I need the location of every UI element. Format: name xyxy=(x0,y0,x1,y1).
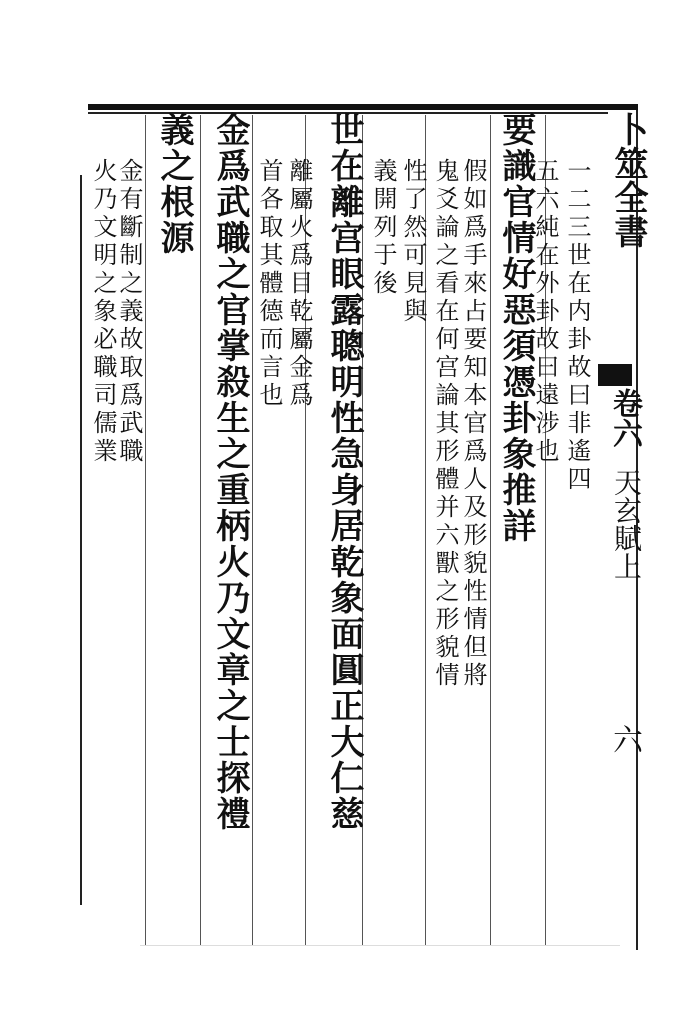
book-title: 卜筮全書 xyxy=(608,112,648,248)
bottom-border-rule xyxy=(140,945,620,946)
main-text-column: 金爲武職之官掌殺生之重柄火乃文章之士探禮 xyxy=(210,112,250,832)
column-divider xyxy=(200,115,201,945)
annotation-column: 五六純在外卦故曰遠涉也 xyxy=(531,158,559,466)
top-border-rule xyxy=(88,104,638,110)
annotation-column: 火乃文明之象必職司儒業 xyxy=(89,158,117,466)
annotation-column: 離屬火爲目乾屬金爲 xyxy=(285,158,313,410)
fishtail-mark xyxy=(598,364,632,386)
left-border-rule xyxy=(80,175,82,905)
section-label: 天玄賦上 xyxy=(610,468,643,580)
main-text-column: 世在離宫眼露聰明性急身居乾象面圓正大仁慈 xyxy=(324,112,364,832)
annotation-column: 假如爲手來占要知本官爲人及形貌性情但將 xyxy=(459,158,487,690)
annotation-column: 一二三世在内卦故曰非遙四 xyxy=(563,158,591,494)
main-text-column: 要識官情好惡須憑卦象推詳 xyxy=(496,112,536,544)
annotation-column: 性了然可見與 xyxy=(399,158,427,326)
annotation-column: 鬼爻論之看在何宫論其形體并六獸之形貌情 xyxy=(431,158,459,690)
page-number: 六 xyxy=(607,724,642,754)
volume-label: 卷六 xyxy=(607,388,642,448)
annotation-column: 首各取其體德而言也 xyxy=(255,158,283,410)
annotation-column: 義開列于後 xyxy=(369,158,397,298)
annotation-column: 金有斷制之義故取爲武職 xyxy=(115,158,143,466)
main-text-column: 義之根源 xyxy=(154,112,194,256)
